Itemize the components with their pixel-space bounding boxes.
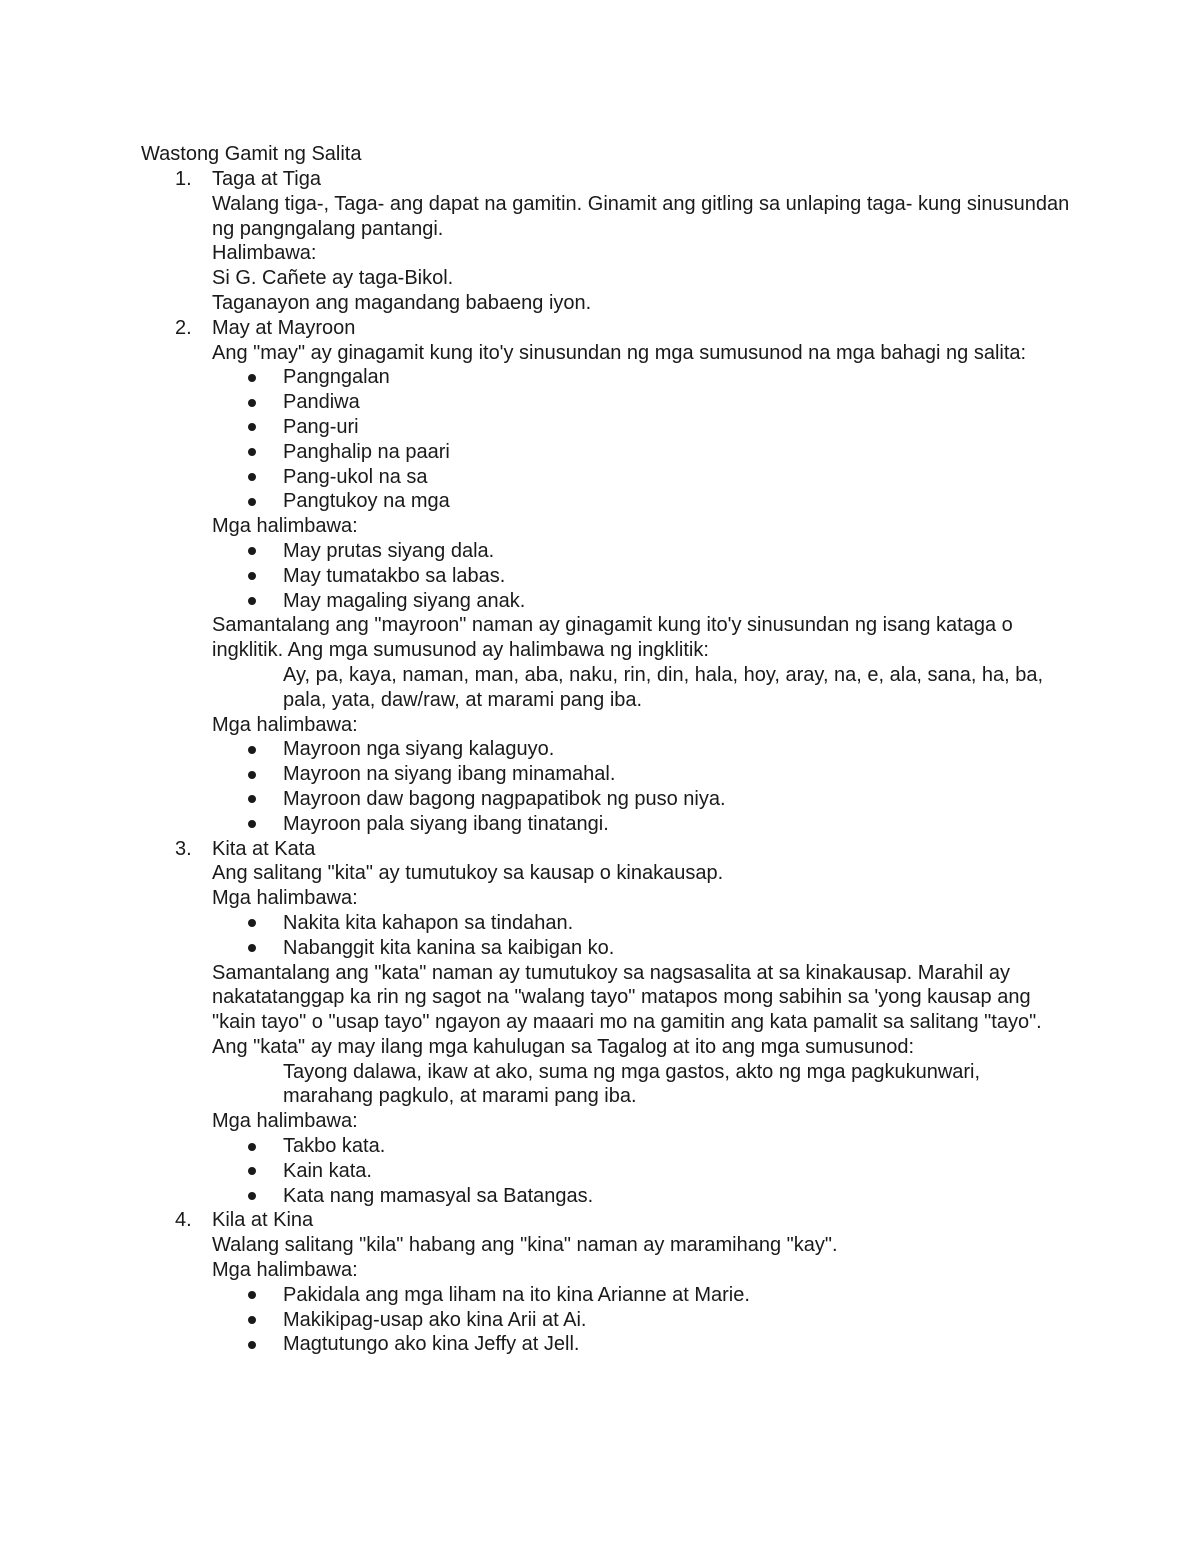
paragraph: Walang salitang "kila" habang ang "kina" naman ay maramihang "kay". [212, 1234, 838, 1257]
bullet-icon [248, 771, 256, 779]
bullet-icon [248, 820, 256, 828]
bullet-icon [248, 944, 256, 952]
bullet-icon [248, 572, 256, 580]
section-kita-kata [0, 837, 1200, 1209]
mayroon-examples-list [0, 737, 1200, 836]
list-item: Panghalip na paari [283, 440, 1073, 465]
bullet-icon [248, 374, 256, 382]
document-body [0, 167, 1200, 1357]
ingklitik-list: Ay, pa, kaya, naman, man, aba, naku, rin, din, hala, hoy, aray, na, e, ala, sana, ha, ba, pala, yata, daw/raw, at marami pang iba. [283, 663, 1044, 711]
kata-examples-list [0, 1134, 1200, 1208]
bullet-icon [248, 423, 256, 431]
paragraph: Walang tiga-, Taga- ang dapat na gamitin. Ginamit ang gitling sa unlaping taga- kung sinusundan ng pangngalang pantangi. [212, 192, 1070, 240]
list-item: Nabanggit kita kanina sa kaibigan ko. [283, 936, 1073, 961]
list-item: Pang-ukol na sa [283, 465, 1073, 490]
list-item: Mayroon pala siyang ibang tinatangi. [283, 812, 1073, 837]
list-item: Mayroon daw bagong nagpapatibok ng puso niya. [283, 787, 1073, 812]
bullet-icon [248, 1316, 256, 1324]
paragraph: Ang "may" ay ginagamit kung ito'y sinusundan ng mga sumusunod na mga bahagi ng salita: [212, 341, 1027, 364]
paragraph: Ang salitang "kita" ay tumutukoy sa kausap o kinakausap. [212, 862, 724, 885]
bullet-icon [248, 448, 256, 456]
examples-label: Mga halimbawa: [212, 1110, 358, 1133]
may-examples-list [0, 539, 1200, 613]
section-kila-kina [0, 1208, 1200, 1357]
list-item: May tumatakbo sa labas. [283, 564, 1073, 589]
list-item: Pang-uri [283, 415, 1073, 440]
bullet-icon [248, 795, 256, 803]
section-heading: May at Mayroon [212, 316, 356, 339]
list-item: Magtutungo ako kina Jeffy at Jell. [283, 1332, 1073, 1357]
bullet-icon [248, 746, 256, 754]
list-item: Pandiwa [283, 390, 1073, 415]
list-item: Takbo kata. [283, 1134, 1073, 1159]
bullet-icon [248, 1143, 256, 1151]
examples-label: Mga halimbawa: [212, 887, 358, 910]
bullet-icon [248, 1341, 256, 1349]
bullet-icon [248, 547, 256, 555]
bullet-icon [248, 473, 256, 481]
section-taga-tiga [0, 167, 1200, 316]
list-item: Kata nang mamasyal sa Batangas. [283, 1184, 1073, 1209]
list-item: Pangtukoy na mga [283, 489, 1073, 514]
examples-label: Mga halimbawa: [212, 1259, 358, 1282]
bullet-icon [248, 1291, 256, 1299]
list-item: Pakidala ang mga liham na ito kina Arianne at Marie. [283, 1283, 1073, 1308]
document-title: Wastong Gamit ng Salita [141, 143, 362, 165]
examples-label: Mga halimbawa: [212, 713, 358, 736]
list-item: Mayroon nga siyang kalaguyo. [283, 737, 1073, 762]
section-heading: Taga at Tiga [212, 168, 321, 190]
bullet-icon [248, 399, 256, 407]
section-number: 2. [175, 316, 192, 339]
examples-label: Mga halimbawa: [212, 515, 358, 538]
bullet-icon [248, 498, 256, 506]
list-item: Pangngalan [283, 365, 1073, 390]
parts-of-speech-list [0, 365, 1200, 514]
example-line: Taganayon ang magandang babaeng iyon. [212, 291, 592, 314]
kata-meanings: Tayong dalawa, ikaw at ako, suma ng mga gastos, akto ng mga pagkukunwari, marahang pagkulo, at marami pang iba. [283, 1060, 981, 1108]
list-item: Mayroon na siyang ibang minamahal. [283, 762, 1073, 787]
example-line: Si G. Cañete ay taga-Bikol. [212, 267, 454, 290]
list-item: Nakita kita kahapon sa tindahan. [283, 911, 1073, 936]
bullet-icon [248, 597, 256, 605]
kita-examples-list [0, 911, 1200, 961]
section-number: 1. [175, 168, 192, 190]
list-item: May prutas siyang dala. [283, 539, 1073, 564]
examples-label: Halimbawa: [212, 242, 317, 265]
section-number: 4. [175, 1209, 192, 1232]
bullet-icon [248, 1192, 256, 1200]
section-heading: Kita at Kata [212, 837, 316, 860]
list-item: Kain kata. [283, 1159, 1073, 1184]
paragraph: Samantalang ang "mayroon" naman ay ginagamit kung ito'y sinusundan ng isang kataga o ingklitik. Ang mga sumusunod ay halimbawa ng ingklitik: [212, 614, 1013, 662]
list-item: May magaling siyang anak. [283, 589, 1073, 614]
kina-examples-list [0, 1283, 1200, 1357]
section-heading: Kila at Kina [212, 1209, 314, 1232]
paragraph: Samantalang ang "kata" naman ay tumutukoy sa nagsasalita at sa kinakausap. Marahil ay nakatatanggap ka rin ng sagot na "walang tayo" matapos mong sabihin sa 'yong kausap ang "kain tayo" o "usap tayo" ngayon ay maaari mo na gamitin ang kata pamalit sa salitang "tayo". Ang "kata" ay may ilang mga kahulugan sa Tagalog at ito ang mga sumusunod: [212, 961, 1042, 1058]
section-number: 3. [175, 837, 192, 860]
bullet-icon [248, 919, 256, 927]
bullet-icon [248, 1167, 256, 1175]
list-item: Makikipag-usap ako kina Arii at Ai. [283, 1308, 1073, 1333]
section-may-mayroon [0, 316, 1200, 837]
